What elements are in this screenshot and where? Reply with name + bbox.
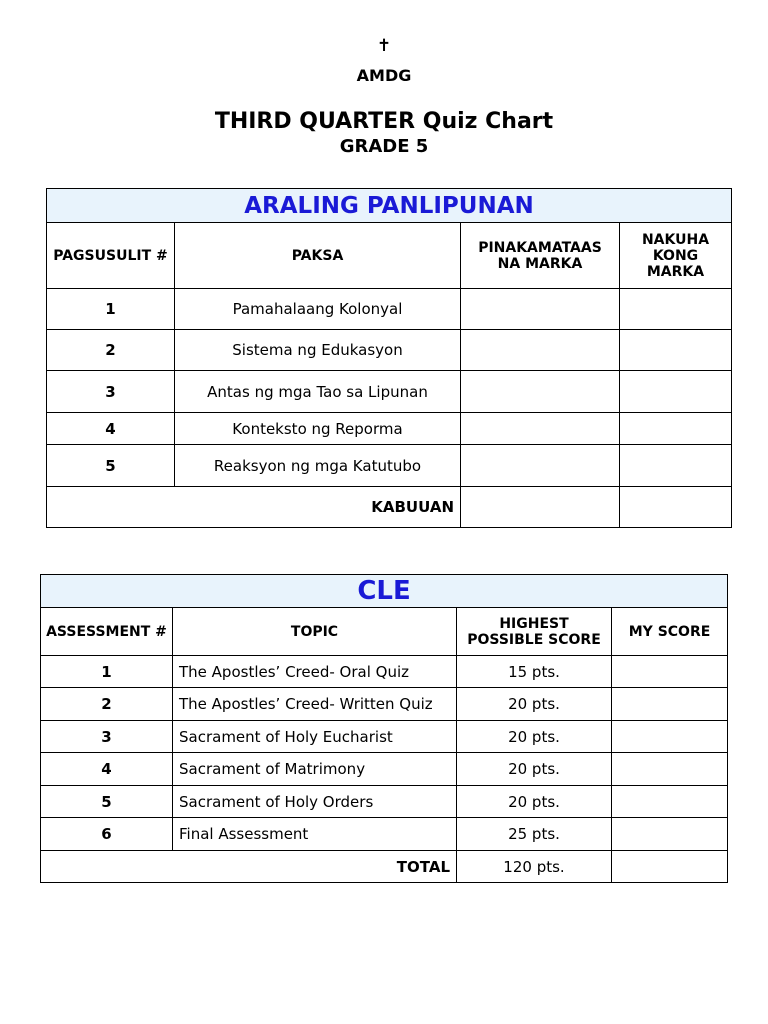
cle-row-score: [612, 656, 728, 688]
ap-header-score: NAKUHA KONG MARKA: [620, 223, 732, 289]
cle-row-score: [612, 753, 728, 786]
page-title: THIRD QUARTER Quiz Chart: [214, 109, 554, 134]
ap-total-label: KABUUAN: [47, 487, 461, 528]
cle-row-number: 4: [41, 753, 173, 786]
cle-row-topic: The Apostles’ Creed- Written Quiz: [173, 688, 457, 721]
cle-row-score: [612, 786, 728, 818]
cle-subject-banner: CLE: [41, 575, 728, 608]
ap-row-topic: Antas ng mga Tao sa Lipunan: [175, 371, 461, 413]
ap-row-highest: [461, 413, 620, 445]
table-row: [41, 721, 728, 753]
ap-row-score: [620, 371, 732, 413]
cle-row-highest: 20 pts.: [457, 721, 612, 753]
cle-header-score: MY SCORE: [612, 608, 728, 656]
araling-panlipunan-table: [46, 188, 732, 528]
cle-header-topic: TOPIC: [173, 608, 457, 656]
cle-total-label: TOTAL: [41, 851, 457, 883]
cle-row-number: 1: [41, 656, 173, 688]
ap-row-number: 5: [47, 445, 175, 487]
cle-header-highest: HIGHEST POSSIBLE SCORE: [457, 608, 612, 656]
cle-header-number: ASSESSMENT #: [41, 608, 173, 656]
table-row: [47, 413, 732, 445]
grade-label: GRADE 5: [339, 136, 429, 157]
cle-row-number: 5: [41, 786, 173, 818]
ap-row-highest: [461, 289, 620, 330]
cle-row-topic: Final Assessment: [173, 818, 457, 851]
cle-row-highest: 25 pts.: [457, 818, 612, 851]
ap-row-highest: [461, 371, 620, 413]
table-row: [47, 371, 732, 413]
ap-header-topic: PAKSA: [175, 223, 461, 289]
cle-row-score: [612, 721, 728, 753]
cle-table: [40, 574, 728, 883]
cle-row-highest: 20 pts.: [457, 786, 612, 818]
total-row: [47, 487, 732, 528]
table-row: [47, 289, 732, 330]
ap-header-highest: PINAKAMATAAS NA MARKA: [461, 223, 620, 289]
ap-row-topic: Reaksyon ng mga Katutubo: [175, 445, 461, 487]
ap-row-topic: Konteksto ng Reporma: [175, 413, 461, 445]
cross-icon: ✝: [376, 36, 392, 56]
ap-row-highest: [461, 445, 620, 487]
cle-row-score: [612, 818, 728, 851]
ap-row-highest: [461, 330, 620, 371]
ap-row-topic: Pamahalaang Kolonyal: [175, 289, 461, 330]
cle-total-highest: 120 pts.: [457, 851, 612, 883]
table-row: [41, 688, 728, 721]
ap-row-score: [620, 413, 732, 445]
amdg-label: AMDG: [356, 66, 412, 85]
total-row: [41, 851, 728, 883]
ap-total-highest: [461, 487, 620, 528]
table-row: [47, 330, 732, 371]
ap-row-score: [620, 289, 732, 330]
cle-row-topic: Sacrament of Matrimony: [173, 753, 457, 786]
cle-row-number: 3: [41, 721, 173, 753]
table-row: [41, 786, 728, 818]
ap-row-score: [620, 445, 732, 487]
ap-row-score: [620, 330, 732, 371]
ap-total-score: [620, 487, 732, 528]
ap-subject-banner: ARALING PANLIPUNAN: [47, 189, 732, 223]
ap-row-number: 3: [47, 371, 175, 413]
cle-row-highest: 20 pts.: [457, 688, 612, 721]
table-row: [41, 818, 728, 851]
ap-row-number: 2: [47, 330, 175, 371]
cle-row-score: [612, 688, 728, 721]
cle-row-topic: Sacrament of Holy Eucharist: [173, 721, 457, 753]
cle-row-topic: The Apostles’ Creed- Oral Quiz: [173, 656, 457, 688]
ap-row-topic: Sistema ng Edukasyon: [175, 330, 461, 371]
cle-row-highest: 15 pts.: [457, 656, 612, 688]
cle-row-number: 2: [41, 688, 173, 721]
cle-row-highest: 20 pts.: [457, 753, 612, 786]
table-row: [47, 445, 732, 487]
ap-row-number: 1: [47, 289, 175, 330]
table-row: [41, 656, 728, 688]
ap-header-number: PAGSUSULIT #: [47, 223, 175, 289]
ap-row-number: 4: [47, 413, 175, 445]
table-row: [41, 753, 728, 786]
cle-row-topic: Sacrament of Holy Orders: [173, 786, 457, 818]
cle-row-number: 6: [41, 818, 173, 851]
cle-total-score: [612, 851, 728, 883]
